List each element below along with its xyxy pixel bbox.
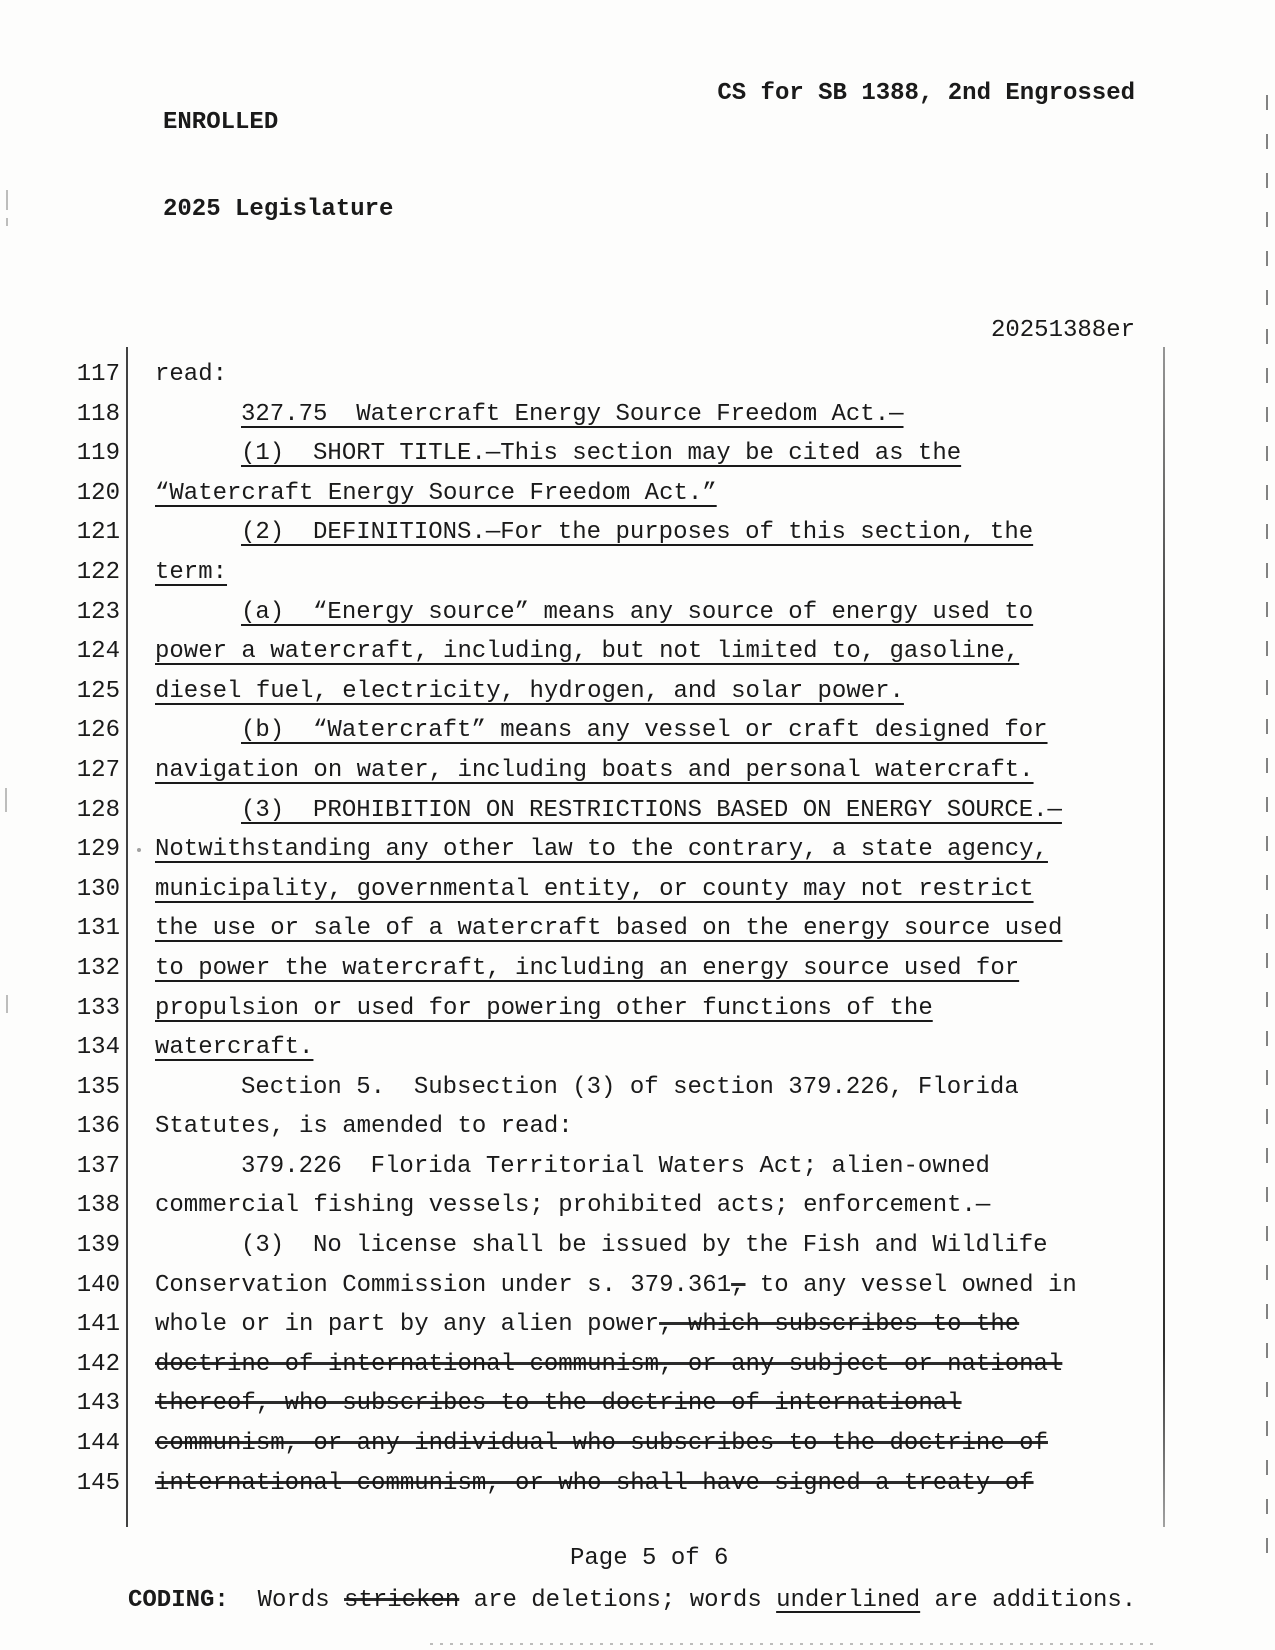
line-number: 124	[76, 638, 120, 666]
text-segment-strike: doctrine of international communism, or any subject or national	[155, 1350, 1063, 1378]
bill-line	[0, 632, 1275, 672]
scan-artifact-dot	[137, 848, 141, 852]
text-segment-underline: (a) “Energy source” means any source of energy used to	[241, 598, 1034, 626]
document-number: 20251388er	[990, 317, 1135, 344]
bill-line	[0, 751, 1275, 791]
text-segment-strike: thereof, who subscribes to the doctrine of international	[155, 1390, 962, 1418]
text-segment-plain: Statutes, is amended to read:	[155, 1113, 573, 1141]
line-number: 117	[76, 361, 120, 388]
line-number: 123	[76, 598, 120, 626]
bill-line	[0, 870, 1275, 910]
line-number: 132	[76, 954, 120, 982]
line-text	[155, 1107, 573, 1147]
text-segment-underline: (1) SHORT TITLE.—This section may be cited as the	[241, 440, 962, 468]
scan-artifact-right-edge	[1266, 95, 1268, 1560]
text-segment-plain: Words	[228, 1587, 345, 1614]
line-text	[155, 593, 1033, 633]
bill-line	[0, 791, 1275, 831]
line-number: 122	[76, 558, 120, 586]
line-number: 125	[76, 677, 120, 705]
bill-line	[0, 1384, 1275, 1424]
text-segment-plain: Conservation Commission under s. 379.361	[155, 1271, 732, 1299]
bill-line	[0, 395, 1275, 435]
text-segment-underline: 327.75 Watercraft Energy Source Freedom Act.—	[241, 400, 904, 428]
text-segment-plain: are deletions; words	[459, 1587, 777, 1614]
line-text	[155, 949, 1019, 989]
text-segment-underline: propulsion or used for powering other functions of the	[155, 994, 933, 1022]
line-number: 142	[76, 1350, 120, 1378]
text-segment-underline: underlined	[776, 1587, 921, 1614]
line-number: 137	[76, 1152, 120, 1180]
line-text	[155, 355, 227, 395]
bill-line	[0, 1305, 1275, 1345]
line-number: 133	[76, 994, 120, 1022]
line-number: 140	[76, 1271, 120, 1299]
text-segment-underline: municipality, governmental entity, or county may not restrict	[155, 875, 1034, 903]
line-number: 127	[76, 756, 120, 784]
line-text	[155, 1305, 1019, 1345]
text-segment-underline: (b) “Watercraft” means any vessel or craft designed for	[241, 717, 1048, 745]
text-segment-underline: watercraft.	[155, 1034, 314, 1062]
header-bill-ref: CS for SB 1388, 2nd Engrossed	[717, 80, 1135, 107]
line-number: 129	[76, 836, 120, 864]
line-number: 135	[76, 1073, 120, 1101]
line-number: 139	[76, 1232, 120, 1260]
line-text	[155, 1147, 990, 1187]
text-segment-plain: whole or in part by any alien power	[155, 1311, 660, 1339]
line-number: 126	[76, 717, 120, 745]
text-segment-strike: international communism, or who shall have signed a treaty of	[155, 1469, 1034, 1497]
line-text	[155, 1384, 962, 1424]
bill-line	[0, 1266, 1275, 1306]
line-text	[155, 989, 933, 1029]
text-segment-underline: the use or sale of a watercraft based on the energy source used	[155, 915, 1063, 943]
text-segment-strike: stricken	[344, 1587, 460, 1614]
line-text	[155, 474, 717, 514]
bill-line	[0, 909, 1275, 949]
line-text	[155, 1424, 1048, 1464]
bill-line	[0, 711, 1275, 751]
bill-line	[0, 434, 1275, 474]
header-legislature: 2025 Legislature	[163, 196, 394, 223]
line-number: 121	[76, 519, 120, 547]
line-number: 136	[76, 1113, 120, 1141]
line-text	[155, 751, 1034, 791]
bill-line	[0, 1028, 1275, 1068]
bill-text-block	[0, 355, 1275, 1503]
text-segment-underline: Notwithstanding any other law to the contrary, a state agency,	[155, 836, 1048, 864]
text-segment-underline: power a watercraft, including, but not limited to, gasoline,	[155, 638, 1020, 666]
bill-line	[0, 1107, 1275, 1147]
line-text	[155, 513, 1033, 553]
text-segment-underline: (2) DEFINITIONS.—For the purposes of this section, the	[241, 519, 1034, 547]
line-text	[155, 1464, 1034, 1504]
bill-line	[0, 1186, 1275, 1226]
text-segment-strike: communism, or any individual who subscribes to the doctrine of	[155, 1430, 1048, 1458]
text-segment-plain: to any vessel owned in	[745, 1271, 1077, 1299]
scan-artifact-speck	[6, 995, 8, 1013]
header-status: ENROLLED	[163, 109, 279, 136]
line-text	[155, 870, 1034, 910]
line-text	[155, 1186, 990, 1226]
line-text	[155, 395, 904, 435]
line-number: 130	[76, 875, 120, 903]
bill-line	[0, 989, 1275, 1029]
line-number: 144	[76, 1430, 120, 1458]
line-number: 128	[76, 796, 120, 824]
line-number: 138	[76, 1192, 120, 1220]
text-segment-underline: term:	[155, 558, 228, 586]
line-text	[155, 434, 961, 474]
line-text	[155, 553, 227, 593]
bill-line	[0, 553, 1275, 593]
bill-line	[0, 1345, 1275, 1385]
text-segment-underline: diesel fuel, electricity, hydrogen, and solar power.	[155, 677, 904, 705]
scan-artifact-speck	[6, 218, 8, 226]
text-segment-underline: (3) PROHIBITION ON RESTRICTIONS BASED ON ENERGY SOURCE.—	[241, 796, 1062, 824]
text-segment-underline: “Watercraft Energy Source Freedom Act.”	[155, 479, 717, 507]
line-text	[155, 830, 1048, 870]
line-text	[155, 1266, 1077, 1306]
text-segment-plain: (3) No license shall be issued by the Fish and Wildlife	[241, 1232, 1048, 1260]
line-number: 119	[76, 440, 120, 468]
bill-line	[0, 1226, 1275, 1266]
page-indicator: Page 5 of 6	[570, 1545, 729, 1572]
text-segment-plain: Section 5. Subsection (3) of section 379.226, Florida	[241, 1073, 1019, 1101]
line-number: 143	[76, 1390, 120, 1418]
line-text	[155, 791, 1062, 831]
text-segment-bold: CODING:	[128, 1587, 229, 1614]
line-text	[155, 632, 1019, 672]
coding-legend	[128, 1586, 1136, 1616]
line-text	[155, 1028, 313, 1068]
bill-line	[0, 474, 1275, 514]
line-number: 134	[76, 1034, 120, 1062]
bill-line	[0, 1147, 1275, 1187]
bill-line	[0, 1464, 1275, 1504]
line-number: 131	[76, 915, 120, 943]
bill-line	[0, 949, 1275, 989]
text-segment-strike: ,	[731, 1271, 746, 1299]
scan-artifact-bottom-edge	[430, 1643, 1160, 1645]
line-number: 118	[76, 400, 120, 428]
bill-line	[0, 513, 1275, 553]
text-segment-plain: commercial fishing vessels; prohibited acts; enforcement.—	[155, 1192, 991, 1220]
bill-line	[0, 1068, 1275, 1108]
bill-line	[0, 1424, 1275, 1464]
text-segment-underline: to power the watercraft, including an energy source used for	[155, 954, 1020, 982]
line-text	[155, 672, 904, 712]
text-segment-plain: 379.226 Florida Territorial Waters Act; alien-owned	[241, 1152, 990, 1180]
text-segment-strike: , which subscribes to the	[659, 1311, 1020, 1339]
line-text	[155, 1226, 1048, 1266]
line-text	[155, 909, 1062, 949]
text-segment-plain: are additions.	[920, 1587, 1137, 1614]
line-text	[155, 1345, 1062, 1385]
line-number: 120	[76, 479, 120, 507]
text-segment-underline: navigation on water, including boats and personal watercraft.	[155, 756, 1034, 784]
scan-artifact-speck	[5, 788, 7, 812]
bill-line	[0, 355, 1275, 395]
bill-line	[0, 593, 1275, 633]
line-number: 145	[76, 1469, 120, 1497]
bill-line	[0, 830, 1275, 870]
bill-line	[0, 672, 1275, 712]
scan-artifact-speck	[6, 190, 8, 210]
line-text	[155, 1068, 1019, 1108]
text-segment-plain: read:	[155, 361, 228, 388]
line-text	[155, 711, 1048, 751]
line-number: 141	[76, 1311, 120, 1339]
